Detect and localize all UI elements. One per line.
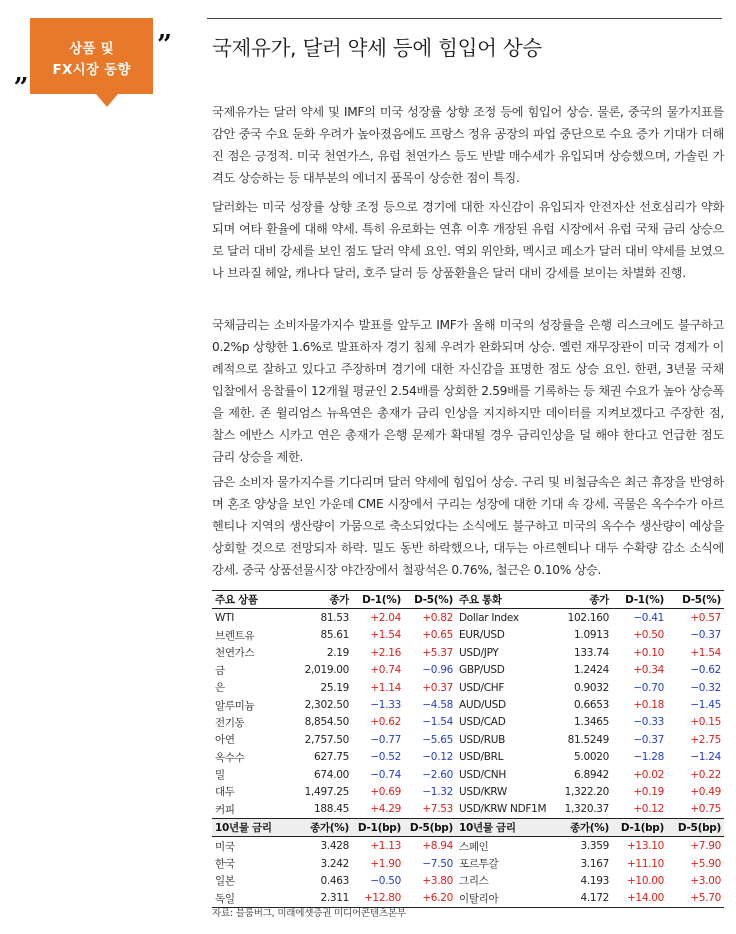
column-header: D-1(%) xyxy=(612,591,667,609)
table-cell: +1.90 xyxy=(370,857,401,870)
table-cell: −0.32 xyxy=(690,681,721,694)
table-cell: +13.10 xyxy=(626,840,664,853)
table-cell: 1,497.25 xyxy=(304,785,349,798)
table-cell: 2,019.00 xyxy=(304,664,349,677)
table-cell: +0.12 xyxy=(633,803,664,816)
column-header: 주요 통화 xyxy=(456,591,552,609)
table-cell: 커피 xyxy=(215,803,235,816)
table-row xyxy=(212,644,724,661)
table-cell: −5.65 xyxy=(422,733,453,746)
table-cell: +7.53 xyxy=(422,803,453,816)
table-row xyxy=(212,609,724,627)
table-cell: 대두 xyxy=(215,786,235,799)
table-cell: 천연가스 xyxy=(215,647,255,660)
table-cell: 0.9032 xyxy=(574,681,609,694)
column-header: 종가(%) xyxy=(552,819,612,837)
table-row xyxy=(212,714,724,731)
table-cell: +0.82 xyxy=(422,612,453,625)
table-cell: USD/RUB xyxy=(459,733,506,746)
table-cell: 133.74 xyxy=(574,646,609,659)
table-cell: +0.49 xyxy=(690,785,721,798)
table-row xyxy=(212,731,724,748)
table-cell: 2,757.50 xyxy=(304,733,349,746)
table-row xyxy=(212,696,724,713)
table-cell: 6.8942 xyxy=(574,768,609,781)
table-cell: EUR/USD xyxy=(459,629,505,642)
table-cell: 25.19 xyxy=(320,681,349,694)
table-cell: +0.18 xyxy=(633,699,664,712)
table-cell: USD/KRW xyxy=(459,785,508,798)
table-cell: +0.74 xyxy=(370,664,401,677)
table-cell: +0.50 xyxy=(633,629,664,642)
table-cell: −1.24 xyxy=(690,751,721,764)
badge-pointer xyxy=(96,94,118,107)
table-cell: +5.37 xyxy=(422,646,453,659)
table-cell: +0.22 xyxy=(690,768,721,781)
table-cell: +2.16 xyxy=(370,646,401,659)
table-cell: 3.428 xyxy=(320,840,349,853)
table-cell: −0.50 xyxy=(370,874,401,887)
table-cell: −1.28 xyxy=(633,751,664,764)
table-cell: +0.02 xyxy=(633,768,664,781)
table-cell: −1.32 xyxy=(422,785,453,798)
table-cell: 은 xyxy=(215,682,225,695)
table-cell: 674.00 xyxy=(314,768,349,781)
table-cell: +0.37 xyxy=(422,681,453,694)
table-cell: USD/KRW NDF1M xyxy=(459,803,547,816)
badge-line-2: FX시장 동향 xyxy=(52,62,131,78)
table-cell: 81.5249 xyxy=(567,733,609,746)
paragraph-oil: 국제유가는 달러 약세 및 IMF의 미국 성장률 상향 조정 등에 힘입어 상승. 물론, 중국의 물가지표를 감안 중국 수요 둔화 우려가 높아졌음에도 프랑스 정유 공장의 파업 중단으로 수요 증가 기대가 더해진 점은 긍정적. 미국 천연가스, 유럽 천연가스 등도 반발 매수세가 유입되며 상승했으며, 가솔린 가격도 상승하는 등 대부분의 에너지 품목이 상승한 점이 특징. xyxy=(212,105,724,185)
table-cell: −0.77 xyxy=(370,733,401,746)
table-cell: 5.0020 xyxy=(574,751,609,764)
table-cell: 한국 xyxy=(215,858,235,871)
table-cell: +0.75 xyxy=(690,803,721,816)
table-cell: GBP/USD xyxy=(459,664,505,677)
table-row xyxy=(212,872,724,889)
table-cell: +5.70 xyxy=(667,890,724,908)
table-cell: 포르투갈 xyxy=(459,858,499,871)
table-cell: 1.0913 xyxy=(574,629,609,642)
table-cell: 8,854.50 xyxy=(304,716,349,729)
table-cell: −0.62 xyxy=(690,664,721,677)
table-cell: −1.33 xyxy=(370,699,401,712)
table-row xyxy=(212,837,724,855)
bond-header-row xyxy=(212,819,724,837)
table-cell: +10.00 xyxy=(626,874,664,887)
table-cell: −0.33 xyxy=(633,716,664,729)
table-cell: +7.90 xyxy=(690,840,721,853)
market-table xyxy=(212,590,724,908)
table-cell: +1.14 xyxy=(370,681,401,694)
table-cell: 0.6653 xyxy=(574,699,609,712)
table-cell: USD/CNH xyxy=(459,768,506,781)
table-cell: 브렌트유 xyxy=(215,629,255,642)
table-cell: 81.53 xyxy=(320,612,349,625)
table-cell: −0.37 xyxy=(690,629,721,642)
table-cell: +1.54 xyxy=(370,629,401,642)
table-cell: +0.65 xyxy=(422,629,453,642)
table-cell: +2.04 xyxy=(370,612,401,625)
open-quote-mark: „ xyxy=(14,58,29,88)
headline: 국제유가, 달러 약세 등에 힘입어 상승 xyxy=(212,36,542,60)
table-cell: +8.94 xyxy=(422,840,453,853)
table-row xyxy=(212,766,724,783)
table-cell: 3.242 xyxy=(320,857,349,870)
table-row xyxy=(212,662,724,679)
table-row xyxy=(212,627,724,644)
paragraph-dollar: 달러화는 미국 성장률 상향 조정 등으로 경기에 대한 자신감이 유입되자 안전자산 선호심리가 약화되며 여타 환율에 대해 약세. 특히 유로화는 연휴 이후 개장된 유럽 시장에서 유럽 국채 금리 상승으로 달러 대비 강세를 보인 점도 달러 약세 요인. 역외 위안화, 멕시코 페소가 달러 대비 약세를 보였으나 브라질 헤알, 캐나다 달러, 호주 달러 등 상품환율은 달러 대비 강세를 보이는 차별화 진행. xyxy=(212,200,724,280)
table-cell: +0.69 xyxy=(370,785,401,798)
table-cell: −7.50 xyxy=(422,857,453,870)
table-cell: USD/CHF xyxy=(459,681,505,694)
column-header: 종가 xyxy=(552,591,612,609)
table-cell: −0.96 xyxy=(422,664,453,677)
table-cell: 금 xyxy=(215,664,225,677)
table-cell: +14.00 xyxy=(612,890,667,908)
table-cell: −1.45 xyxy=(690,699,721,712)
table-cell: 아연 xyxy=(215,734,235,747)
table-cell: 스페인 xyxy=(459,840,489,853)
table-cell: 밀 xyxy=(215,769,225,782)
column-header: D-1(%) xyxy=(352,591,404,609)
paragraph-metals: 금은 소비자 물가지수를 기다리며 달러 약세에 힘입어 상승. 구리 및 비철금속은 최근 휴장을 반영하며 혼조 양상을 보인 가운데 CME 시장에서 구리는 성장에 대한 기대 속 강세. 곡물은 옥수수가 아르헨티나 지역의 생산량이 가뭄으로 축소되었다는 소식에도 불구하고 미국의 옥수수 생산량이 예상을 상회할 것으로 전망되자 하락. 밀도 동반 하락했으나, 대두는 아르헨티나 대두 수확량 감소 소식에 강세. 중국 상품선물시장 야간장에서 철광석은 0.76%, 철근은 0.10% 상승. xyxy=(212,475,724,577)
table-row xyxy=(212,855,724,872)
close-quote-mark: ” xyxy=(157,30,172,60)
column-header: 10년물 금리 xyxy=(212,819,290,837)
table-cell: +0.15 xyxy=(690,716,721,729)
table-cell: +12.80 xyxy=(352,890,404,908)
table-cell: AUD/USD xyxy=(459,699,506,712)
column-header: 주요 상품 xyxy=(212,591,290,609)
table-cell: +11.10 xyxy=(626,857,664,870)
table-cell: 옥수수 xyxy=(215,751,245,764)
table-cell: 그리스 xyxy=(459,875,489,888)
table-cell: +0.19 xyxy=(633,785,664,798)
table-cell: 102.160 xyxy=(567,612,609,625)
table-cell: 1,320.37 xyxy=(564,803,609,816)
table-cell: 0.463 xyxy=(320,874,349,887)
table-cell: Dollar Index xyxy=(459,612,519,625)
table-row xyxy=(212,783,724,800)
table-cell: 이탈리아 xyxy=(456,890,552,908)
table-cell: +0.10 xyxy=(633,646,664,659)
table-row xyxy=(212,749,724,766)
table-cell: +0.57 xyxy=(690,612,721,625)
table-cell: −0.37 xyxy=(633,733,664,746)
paragraph-treasury: 국채금리는 소비자물가지수 발표를 앞두고 IMF가 올해 미국의 성장률을 은행 리스크에도 불구하고 0.2%p 상향한 1.6%로 발표하자 경기 침체 우려가 완화되며 상승. 옐런 재무장관이 미국 경제가 이례적으로 잘하고 있다고 주장하며 경기에 대한 자신감을 표명한 점도 상승 요인. 한편, 3년물 국채 입찰에서 응찰률이 12개월 평균인 2.54배를 상회한 2.59배를 기록하는 등 채권 수요가 높아 상승폭을 제한. 존 윌리엄스 뉴욕연은 총재가 금리 인상을 지지하지만 데이터를 지켜보겠다고 주장한 점, 찰스 에반스 시카고 연은 총재가 은행 문제가 확대될 경우 금리인상을 덜 해야 한다고 언급한 점도 금리 상승을 제한. xyxy=(212,318,724,464)
source-note: 자료: 블룸버그, 미래에셋증권 미디어콘텐츠본부 xyxy=(212,908,406,919)
table-row xyxy=(212,801,724,819)
table-cell: −0.12 xyxy=(422,751,453,764)
table-cell: 188.45 xyxy=(314,803,349,816)
table-cell: −2.60 xyxy=(422,768,453,781)
table-cell: +3.00 xyxy=(690,874,721,887)
table-cell: 2.311 xyxy=(290,890,352,908)
table-cell: +0.62 xyxy=(370,716,401,729)
column-header: 종가(%) xyxy=(290,819,352,837)
table-cell: 전기동 xyxy=(215,716,245,729)
table-cell: +1.13 xyxy=(370,840,401,853)
table-row xyxy=(212,679,724,696)
table-cell: USD/JPY xyxy=(459,646,499,659)
table-cell: USD/BRL xyxy=(459,751,504,764)
badge-line-1: 상품 및 xyxy=(69,41,114,57)
table-cell: 일본 xyxy=(215,875,235,888)
table-cell: +1.54 xyxy=(690,646,721,659)
table-cell: −4.58 xyxy=(422,699,453,712)
column-header: D-5(bp) xyxy=(404,819,456,837)
column-header: 10년물 금리 xyxy=(456,819,552,837)
table-cell: −0.52 xyxy=(370,751,401,764)
column-header: D-1(bp) xyxy=(352,819,404,837)
table-cell: −1.54 xyxy=(422,716,453,729)
table-cell: 85.61 xyxy=(320,629,349,642)
table-header-row xyxy=(212,591,724,609)
table-cell: 독일 xyxy=(212,890,290,908)
column-header: 종가 xyxy=(290,591,352,609)
column-header: D-5(%) xyxy=(667,591,724,609)
table-cell: +3.80 xyxy=(422,874,453,887)
table-cell: 3.167 xyxy=(580,857,609,870)
table-cell: 미국 xyxy=(215,840,235,853)
table-cell: 4.193 xyxy=(580,874,609,887)
table-cell: +5.90 xyxy=(690,857,721,870)
table-cell: +6.20 xyxy=(404,890,456,908)
table-cell: −0.70 xyxy=(633,681,664,694)
section-badge xyxy=(14,18,172,102)
headline-rule xyxy=(207,18,722,19)
table-cell: 2,302.50 xyxy=(304,699,349,712)
table-cell: 1,322.20 xyxy=(564,785,609,798)
table-cell: 1.3465 xyxy=(574,716,609,729)
table-cell: 1.2424 xyxy=(574,664,609,677)
column-header: D-5(bp) xyxy=(667,819,724,837)
table-cell: +4.29 xyxy=(370,803,401,816)
table-cell: WTI xyxy=(215,612,234,625)
table-cell: 알루미늄 xyxy=(215,699,255,712)
column-header: D-5(%) xyxy=(404,591,456,609)
table-cell: +2.75 xyxy=(690,733,721,746)
table-cell: 3.359 xyxy=(580,840,609,853)
table-cell: 2.19 xyxy=(326,646,349,659)
table-cell: USD/CAD xyxy=(459,716,506,729)
column-header: D-1(bp) xyxy=(612,819,667,837)
table-cell: −0.41 xyxy=(633,612,664,625)
table-cell: 4.172 xyxy=(552,890,612,908)
table-cell: +0.34 xyxy=(633,664,664,677)
table-cell: 627.75 xyxy=(314,751,349,764)
table-cell: −0.74 xyxy=(370,768,401,781)
